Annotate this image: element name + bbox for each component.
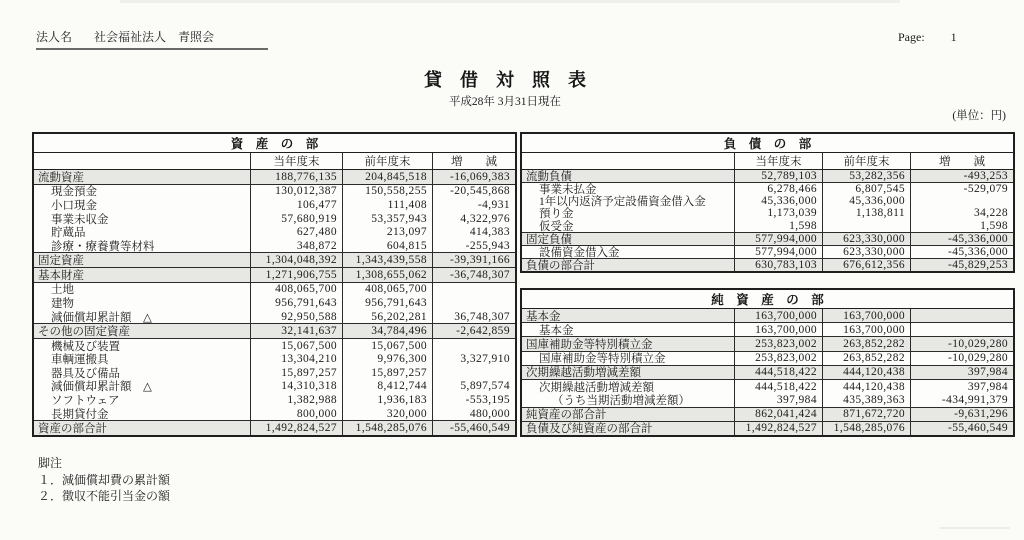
table-row: [522, 207, 1013, 219]
document-date: 平成28年 3月31日現在: [448, 96, 562, 108]
row-label: 器具及び備品: [51, 367, 120, 380]
row-label: 機械及び装置: [51, 340, 120, 353]
row-label: 建物: [51, 298, 74, 310]
row-label: 事業未払金: [539, 184, 597, 196]
row-label: 現金預金: [51, 186, 97, 199]
corporation-label: 法人名: [36, 30, 73, 44]
current-year-value: 630,783,103: [734, 259, 822, 271]
previous-year-value: 871,672,720: [822, 408, 910, 421]
previous-year-value: 676,612,356: [822, 259, 910, 271]
row-label: 減価償却累計額 △: [51, 311, 152, 324]
row-label: 流動資産: [38, 171, 84, 184]
liabilities-rows: [522, 170, 1013, 271]
current-year-value: 15,067,500: [250, 339, 342, 353]
table-row: [34, 283, 515, 297]
previous-year-value: 213,097: [342, 225, 432, 239]
column-header-change: 増 減: [432, 153, 515, 169]
previous-year-value: 1,936,183: [342, 393, 432, 407]
previous-year-value: 15,897,257: [342, 366, 432, 380]
row-label: 国庫補助金等特別積立金: [526, 339, 653, 351]
row-label: 流動負債: [526, 171, 572, 183]
row-label: 負債及び純資産の部合計: [526, 423, 653, 435]
current-year-value: 253,823,002: [734, 352, 822, 365]
previous-year-value: 53,282,356: [822, 170, 910, 182]
row-label: 基本金: [526, 310, 561, 323]
column-header-change: 増 減: [910, 153, 1013, 169]
liabilities-table: [520, 132, 1015, 273]
current-year-value: 800,000: [250, 407, 342, 421]
footnote-item: １．減価償却費の累計額: [38, 473, 171, 487]
change-value: 36,748,307: [432, 310, 515, 324]
table-row: [34, 380, 515, 394]
current-year-value: 92,950,588: [250, 310, 342, 324]
row-label: 固定負債: [526, 233, 572, 245]
table-row: [522, 195, 1013, 207]
change-value: [910, 309, 1013, 322]
previous-year-value: 34,784,496: [342, 324, 432, 338]
current-year-value: 6,278,466: [734, 183, 822, 195]
current-year-value: 14,310,318: [250, 380, 342, 394]
table-row: [522, 336, 1013, 351]
current-year-value: 956,791,643: [250, 296, 342, 310]
row-label: 負債の部合計: [526, 259, 595, 271]
previous-year-value: 15,067,500: [342, 339, 432, 353]
previous-year-value: [822, 220, 910, 232]
previous-year-value: 111,408: [342, 198, 432, 212]
change-value: 480,000: [432, 407, 515, 421]
assets-section-title: 資 産 の 部: [34, 134, 515, 153]
current-year-value: 163,700,000: [734, 309, 822, 322]
change-value: 397,984: [910, 366, 1013, 379]
column-header-current: 当年度末: [734, 153, 822, 169]
current-year-value: 1,492,824,527: [734, 422, 822, 435]
table-row: [522, 352, 1013, 365]
previous-year-value: 956,791,643: [342, 296, 432, 310]
change-value: -9,631,296: [910, 408, 1013, 421]
row-label: 預り金: [539, 208, 574, 220]
current-year-value: 577,994,000: [734, 246, 822, 258]
current-year-value: 444,518,422: [734, 380, 822, 393]
current-year-value: 408,065,700: [250, 283, 342, 297]
table-row: [34, 366, 515, 380]
row-label: 基本財産: [38, 269, 84, 282]
previous-year-value: 604,815: [342, 239, 432, 253]
change-value: 397,984: [910, 380, 1013, 393]
table-row: [34, 323, 515, 339]
change-value: -434,991,379: [910, 393, 1013, 406]
table-row: [522, 258, 1013, 271]
current-year-value: 52,789,103: [734, 170, 822, 182]
table-row: [34, 296, 515, 310]
table-row: [34, 185, 515, 199]
change-value: -55,460,549: [910, 422, 1013, 435]
current-year-value: 253,823,002: [734, 337, 822, 350]
table-row: [34, 198, 515, 212]
table-row: [34, 353, 515, 367]
current-year-value: 15,897,257: [250, 366, 342, 380]
change-value: -529,079: [910, 183, 1013, 195]
footnotes-title: 脚注: [38, 456, 63, 470]
table-row: [34, 407, 515, 421]
change-value: [432, 339, 515, 353]
previous-year-value: 56,202,281: [342, 310, 432, 324]
previous-year-value: 623,330,000: [822, 233, 910, 245]
current-year-value: 163,700,000: [734, 323, 822, 336]
current-year-value: 444,518,422: [734, 366, 822, 379]
previous-year-value: 1,548,285,076: [822, 422, 910, 435]
change-value: -10,029,280: [910, 352, 1013, 365]
row-label: 純資産の部合計: [526, 409, 607, 421]
previous-year-value: 53,357,943: [342, 212, 432, 226]
row-label: 基本金: [539, 324, 574, 337]
net-assets-rows: [522, 309, 1013, 435]
assets-rows: [34, 170, 515, 435]
assets-column-header: [34, 153, 515, 170]
previous-year-value: 1,138,811: [822, 207, 910, 219]
change-value: -493,253: [910, 170, 1013, 182]
current-year-value: 348,872: [250, 239, 342, 253]
column-header-previous: 前年度末: [342, 153, 432, 169]
current-year-value: 188,776,135: [250, 170, 342, 184]
change-value: [432, 283, 515, 297]
current-year-value: 1,598: [734, 220, 822, 232]
assets-table: [32, 132, 517, 437]
table-row: [522, 393, 1013, 406]
change-value: -39,391,166: [432, 253, 515, 267]
current-year-value: 57,680,919: [250, 212, 342, 226]
previous-year-value: 263,852,282: [822, 352, 910, 365]
previous-year-value: 8,412,744: [342, 380, 432, 394]
table-row: [34, 252, 515, 268]
table-row: [522, 380, 1013, 393]
change-value: -553,195: [432, 393, 515, 407]
change-value: 5,897,574: [432, 380, 515, 394]
change-value: 3,327,910: [432, 353, 515, 367]
current-year-value: 1,173,039: [734, 207, 822, 219]
previous-year-value: 1,308,655,062: [342, 268, 432, 282]
previous-year-value: 408,065,700: [342, 283, 432, 297]
table-row: [522, 323, 1013, 336]
row-label: （うち当期活動増減差額）: [552, 394, 690, 407]
change-value: 1,598: [910, 220, 1013, 232]
liabilities-column-header: [522, 153, 1013, 170]
table-row: [522, 309, 1013, 323]
current-year-value: 627,480: [250, 225, 342, 239]
row-label: 次期繰越活動増減差額: [526, 367, 641, 380]
change-value: -20,545,868: [432, 185, 515, 199]
previous-year-value: 6,807,545: [822, 183, 910, 195]
footnote-item: ２．徴収不能引当金の額: [38, 489, 171, 503]
current-year-value: 1,304,048,392: [250, 253, 342, 267]
change-value: -255,943: [432, 239, 515, 253]
change-value: -10,029,280: [910, 337, 1013, 350]
page-label: Page:: [898, 30, 925, 44]
current-year-value: 13,304,210: [250, 353, 342, 367]
unit-note: (単位：円): [952, 110, 1006, 122]
corporation-name: 社会福祉法人 青照会: [94, 30, 215, 44]
table-row: [522, 246, 1013, 258]
net-assets-table: [520, 288, 1015, 437]
previous-year-value: 444,120,438: [822, 380, 910, 393]
current-year-value: 130,012,387: [250, 185, 342, 199]
table-row: [34, 339, 515, 353]
row-label: 固定資産: [38, 255, 84, 268]
row-label: 診療・療養費等材料: [51, 240, 155, 253]
row-label: 資産の部合計: [38, 423, 107, 435]
net-assets-section-title: 純 資 産 の 部: [522, 290, 1013, 309]
row-label: 小口現金: [51, 199, 97, 212]
current-year-value: 45,336,000: [734, 195, 822, 207]
row-label: 減価償却累計額 △: [51, 381, 152, 394]
scan-artifact: [940, 527, 1010, 529]
row-label: 車輌運搬具: [51, 354, 109, 367]
liabilities-section-title: 負 債 の 部: [522, 134, 1013, 153]
change-value: -45,829,253: [910, 259, 1013, 271]
row-label: 事業未収金: [51, 213, 109, 226]
table-row: [522, 183, 1013, 195]
column-header-blank: [522, 153, 734, 169]
row-label: 貯蔵品: [51, 227, 86, 239]
previous-year-value: 163,700,000: [822, 309, 910, 322]
previous-year-value: 623,330,000: [822, 246, 910, 258]
current-year-value: 1,382,988: [250, 393, 342, 407]
current-year-value: 577,994,000: [734, 233, 822, 245]
change-value: [910, 195, 1013, 207]
previous-year-value: 1,548,285,076: [342, 421, 432, 435]
change-value: [432, 366, 515, 380]
table-row: [34, 310, 515, 324]
previous-year-value: 435,389,363: [822, 393, 910, 406]
footnotes: [38, 455, 170, 504]
previous-year-value: 1,343,439,558: [342, 253, 432, 267]
change-value: [910, 323, 1013, 336]
row-label: 国庫補助金等特別積立金: [539, 353, 666, 365]
change-value: -55,460,549: [432, 421, 515, 435]
change-value: [432, 296, 515, 310]
current-year-value: 106,477: [250, 198, 342, 212]
scan-artifact: [120, 0, 900, 3]
previous-year-value: 45,336,000: [822, 195, 910, 207]
table-row: [522, 365, 1013, 380]
row-label: 設備資金借入金: [539, 246, 620, 258]
page-number-value: 1: [950, 30, 957, 44]
table-row: [522, 422, 1013, 435]
document-title: 貸 借 対 照 表: [424, 70, 586, 90]
previous-year-value: 9,976,300: [342, 353, 432, 367]
table-row: [522, 170, 1013, 183]
change-value: -45,336,000: [910, 246, 1013, 258]
table-row: [34, 170, 515, 185]
change-value: -36,748,307: [432, 268, 515, 282]
change-value: -16,069,383: [432, 170, 515, 184]
previous-year-value: 150,558,255: [342, 185, 432, 199]
previous-year-value: 163,700,000: [822, 323, 910, 336]
table-row: [34, 212, 515, 226]
table-row: [34, 420, 515, 435]
table-row: [522, 407, 1013, 422]
row-label: 仮受金: [539, 220, 574, 232]
column-header-blank: [34, 153, 250, 169]
previous-year-value: 263,852,282: [822, 337, 910, 350]
table-row: [34, 225, 515, 239]
row-label: 次期繰越活動増減差額: [539, 381, 654, 394]
table-row: [522, 232, 1013, 246]
page-number: [898, 30, 957, 45]
current-year-value: 862,041,424: [734, 408, 822, 421]
table-row: [34, 239, 515, 253]
table-row: [34, 393, 515, 407]
current-year-value: 397,984: [734, 393, 822, 406]
table-row: [34, 268, 515, 283]
change-value: -45,336,000: [910, 233, 1013, 245]
previous-year-value: 320,000: [342, 407, 432, 421]
current-year-value: 32,141,637: [250, 324, 342, 338]
change-value: 4,322,976: [432, 212, 515, 226]
change-value: -4,931: [432, 198, 515, 212]
table-row: [522, 220, 1013, 232]
change-value: 34,228: [910, 207, 1013, 219]
column-header-previous: 前年度末: [822, 153, 910, 169]
row-label: 土地: [51, 284, 74, 297]
current-year-value: 1,492,824,527: [250, 421, 342, 435]
column-header-current: 当年度末: [250, 153, 342, 169]
current-year-value: 1,271,906,755: [250, 268, 342, 282]
row-label: 1年以内返済予定設備資金借入金: [539, 196, 706, 208]
change-value: 414,383: [432, 225, 515, 239]
change-value: -2,642,859: [432, 324, 515, 338]
previous-year-value: 204,845,518: [342, 170, 432, 184]
previous-year-value: 444,120,438: [822, 366, 910, 379]
row-label: その他の固定資産: [38, 326, 130, 338]
row-label: 長期貸付金: [51, 408, 109, 421]
corporation-name-line: [36, 28, 268, 50]
row-label: ソフトウェア: [51, 395, 120, 407]
